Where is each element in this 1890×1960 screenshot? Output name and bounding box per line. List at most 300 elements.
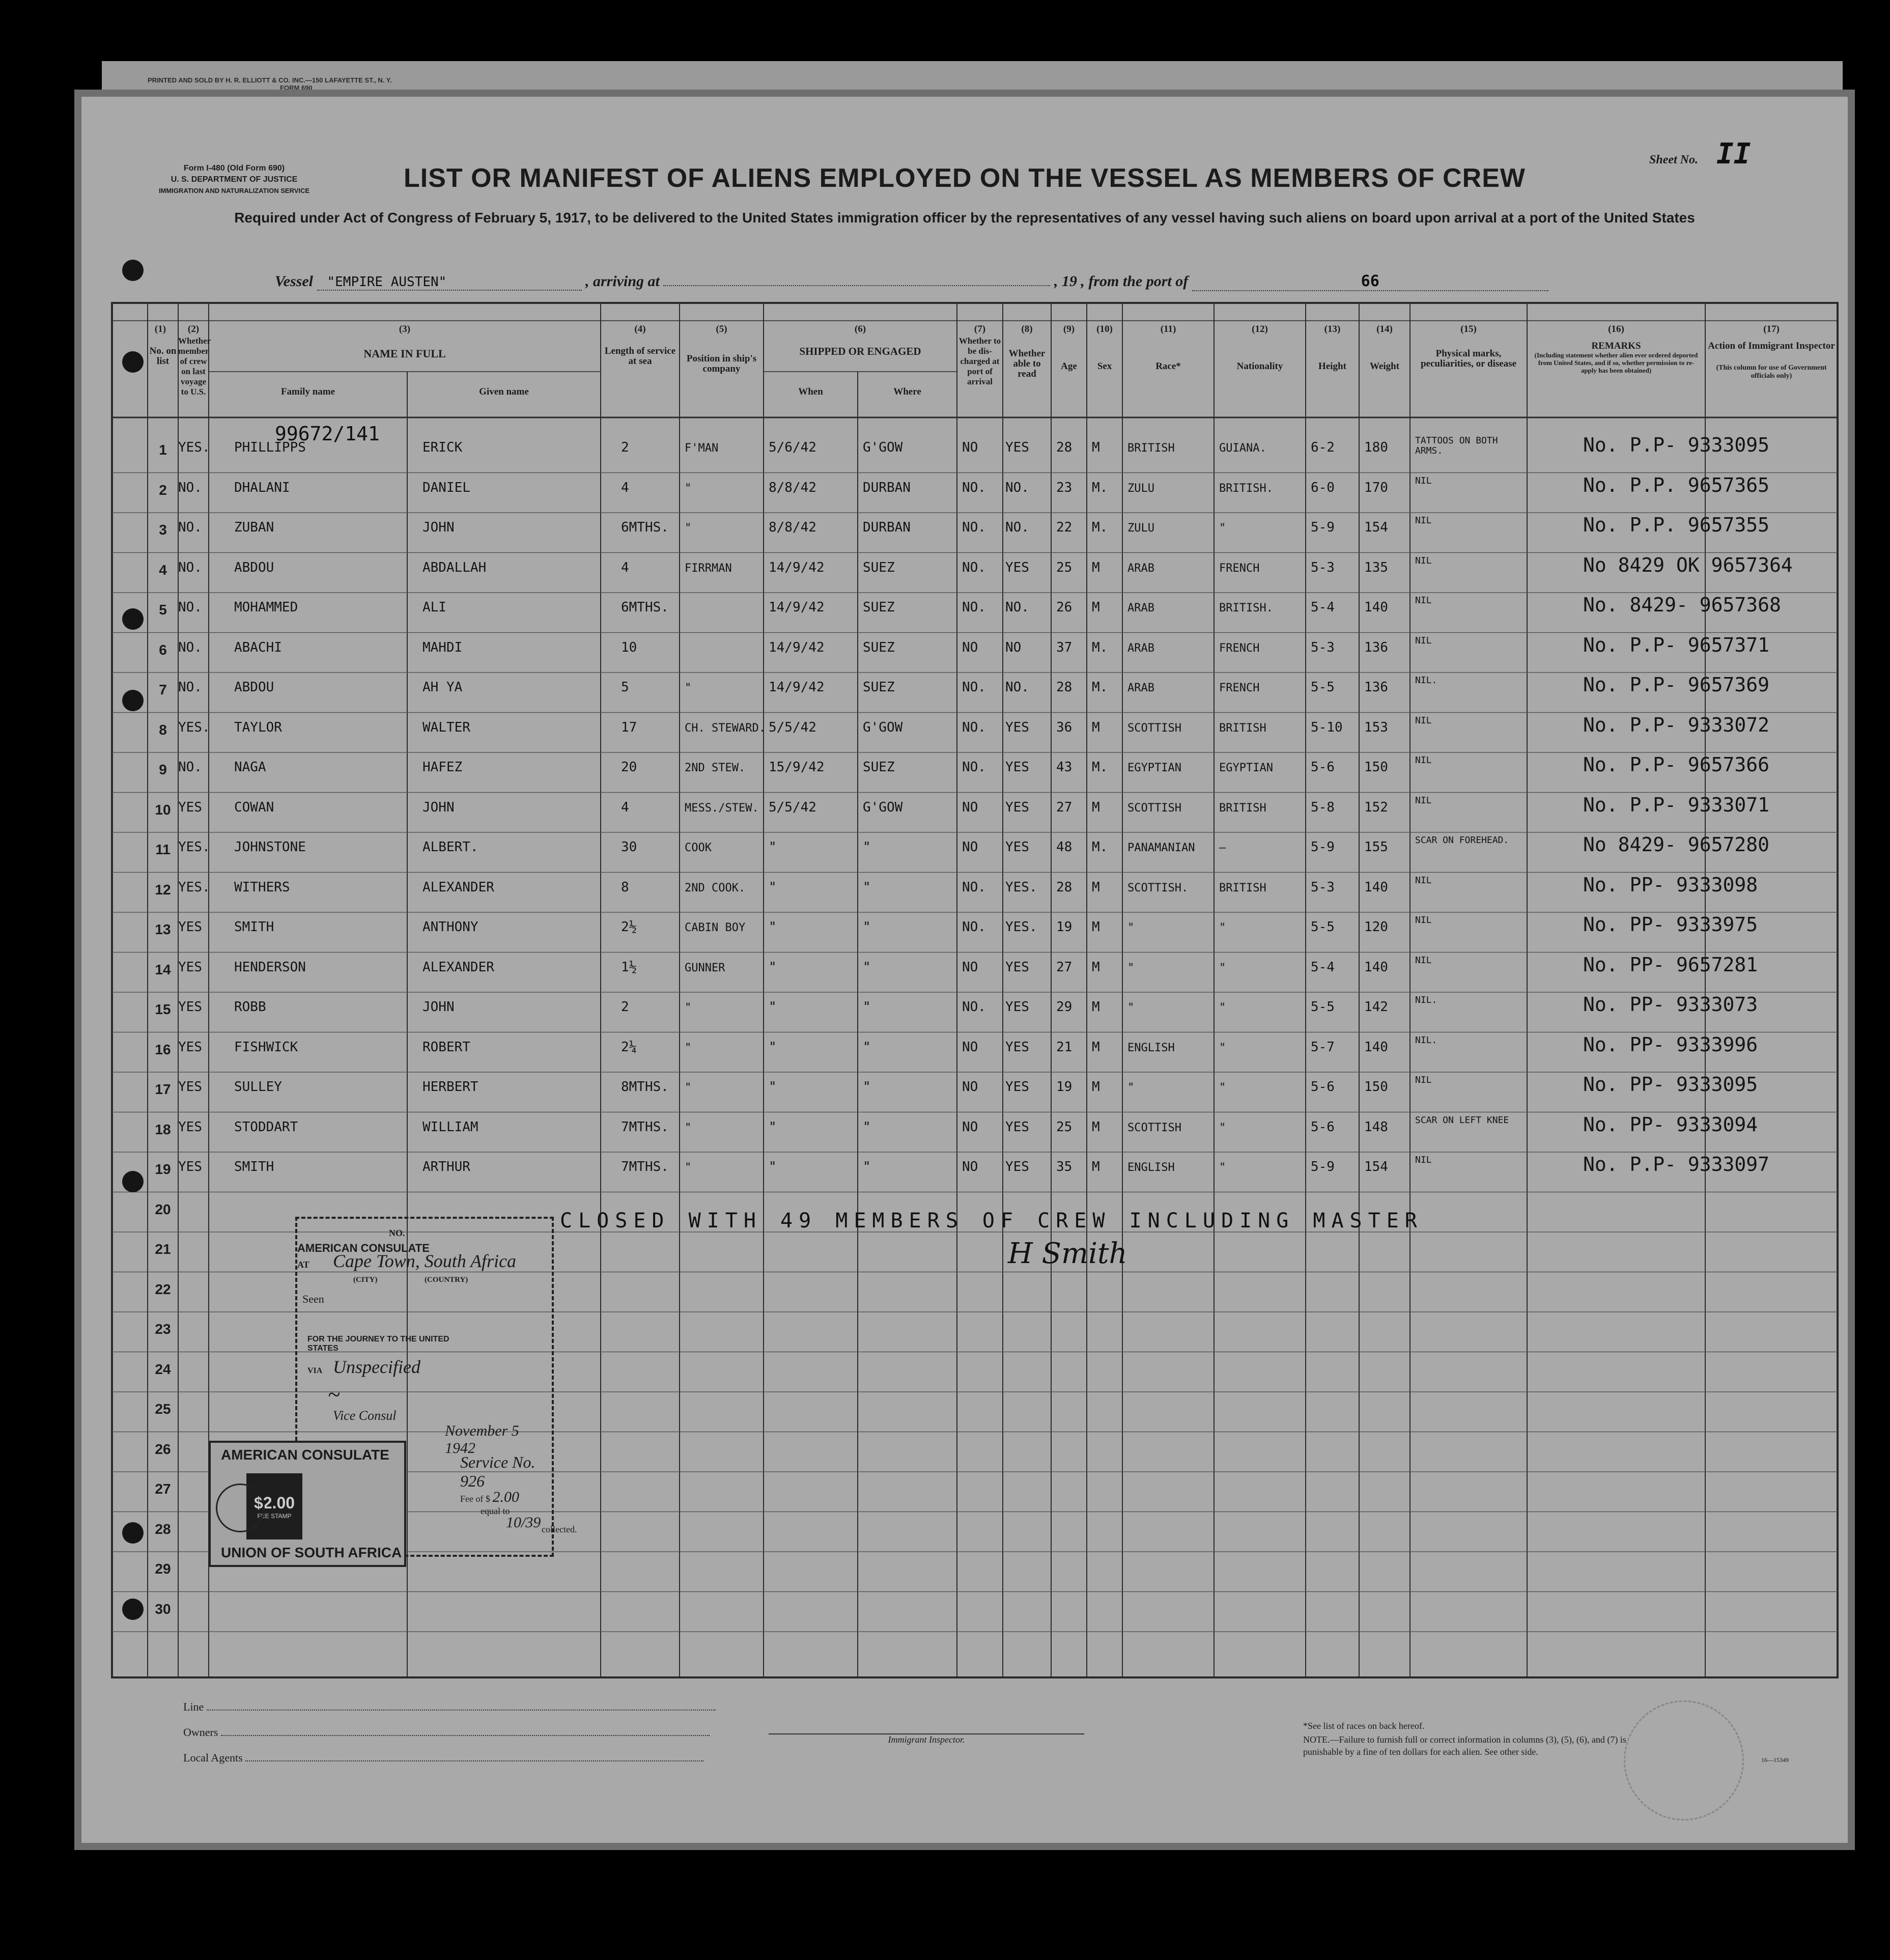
row-height: 6-0: [1311, 480, 1335, 495]
row-shipped-when: 14/9/42: [769, 639, 825, 655]
row-weight: 148: [1364, 1119, 1388, 1135]
row-shipped-when: ": [769, 839, 777, 855]
row-family-name: JOHNSTONE: [234, 839, 306, 855]
row-shipped-when: ": [769, 919, 777, 935]
stamp-via-label: VIA: [307, 1366, 323, 1375]
row-shipped-when: 5/6/42: [769, 440, 816, 455]
row-race: ": [1127, 1081, 1135, 1094]
binder-hole-icon: [122, 690, 144, 711]
row-remarks: No. P.P. 9657355: [1583, 514, 1770, 536]
row-number: 4: [159, 562, 167, 578]
row-height: 5-3: [1311, 879, 1335, 895]
stamp-city: Cape Town, South Africa: [333, 1251, 517, 1271]
row-nationality: BRITISH: [1219, 721, 1266, 735]
row-length-of-service: 8MTHS.: [621, 1079, 669, 1095]
header-position: Position in ship's company: [686, 353, 757, 374]
year-label: , 19: [1054, 273, 1077, 290]
row-age: 26: [1056, 600, 1073, 615]
row-nationality: BRITISH: [1219, 881, 1266, 894]
row-shipped-when: 8/8/42: [769, 480, 816, 495]
row-number: 9: [159, 762, 167, 777]
row-family-name: TAYLOR: [234, 719, 282, 735]
row-number: 2: [159, 482, 167, 498]
footer-line: [183, 1700, 716, 1714]
row-height: 5-7: [1311, 1039, 1335, 1055]
header-family-name: Family name: [280, 386, 335, 397]
row-length-of-service: 8: [621, 879, 629, 895]
row-shipped-when: 14/9/42: [769, 559, 825, 575]
row-length-of-service: 6MTHS.: [621, 600, 669, 615]
arriving-label: , arriving at: [585, 273, 660, 290]
row-sex: M.: [1092, 680, 1108, 695]
row-given-name: JOHN: [422, 799, 455, 815]
row-given-name: HAFEZ: [422, 760, 463, 775]
row-last-voyage: YES.: [178, 839, 210, 855]
row-family-name: SMITH: [234, 919, 274, 935]
row-last-voyage: YES: [178, 799, 202, 815]
row-shipped-where: ": [863, 1079, 871, 1095]
row-discharged: NO: [962, 639, 978, 655]
row-able-to-read: YES: [1005, 1119, 1029, 1135]
row-position: ": [685, 1041, 692, 1054]
row-discharged: NO.: [962, 520, 986, 535]
row-number: 26: [155, 1441, 171, 1457]
row-given-name: ALBERT.: [422, 839, 478, 855]
row-given-name: JOHN: [422, 520, 455, 535]
header-no-on-list: No. on list: [149, 346, 177, 367]
row-last-voyage: YES: [178, 959, 202, 975]
row-nationality: BRITISH.: [1219, 482, 1273, 495]
row-shipped-when: 5/5/42: [769, 719, 816, 735]
department: U. S. DEPARTMENT OF JUSTICE: [171, 175, 298, 184]
row-number: 17: [155, 1081, 171, 1097]
row-race: ENGLISH: [1127, 1041, 1175, 1054]
row-shipped-where: SUEZ: [863, 680, 895, 695]
row-able-to-read: YES: [1005, 839, 1029, 855]
row-discharged: NO: [962, 1079, 978, 1095]
row-age: 21: [1056, 1039, 1073, 1055]
row-last-voyage: YES: [178, 1079, 202, 1095]
footer-owners: [183, 1726, 710, 1739]
row-family-name: SMITH: [234, 1159, 274, 1174]
row-last-voyage: YES: [178, 999, 202, 1015]
printer-imprint-line: FORM 690: [280, 84, 313, 92]
stamp-vice-consul: Vice Consul: [333, 1408, 397, 1423]
row-position: FIRRMAN: [685, 562, 732, 575]
service: IMMIGRATION AND NATURALIZATION SERVICE: [158, 187, 310, 194]
row-last-voyage: YES: [178, 1039, 202, 1055]
row-race: SCOTTISH: [1127, 801, 1181, 815]
row-shipped-when: 14/9/42: [769, 600, 825, 615]
row-sex: M: [1092, 1159, 1100, 1174]
row-weight: 170: [1364, 480, 1388, 495]
row-race: BRITISH: [1127, 442, 1175, 455]
row-able-to-read: NO.: [1005, 520, 1029, 535]
row-family-name: PHILLIPPS: [234, 440, 306, 455]
stamp-service-no: Service No. 926: [460, 1453, 535, 1490]
row-discharged: NO.: [962, 879, 986, 895]
row-given-name: ALEXANDER: [422, 879, 494, 895]
row-physical-marks: NIL: [1415, 595, 1432, 606]
row-length-of-service: 1½: [621, 959, 637, 975]
row-age: 35: [1056, 1159, 1073, 1174]
row-shipped-when: 15/9/42: [769, 760, 825, 775]
row-discharged: NO: [962, 799, 978, 815]
row-family-name: ABDOU: [234, 680, 274, 695]
row-race: ": [1127, 1001, 1135, 1014]
file-annotation: 99672/141: [275, 423, 380, 445]
col-num: (8): [1021, 324, 1033, 334]
row-weight: 154: [1364, 1159, 1388, 1174]
fee-stamp-value: $2.00: [253, 1494, 295, 1512]
seal-eagle-icon: [216, 1483, 265, 1532]
row-physical-marks: NIL: [1415, 955, 1432, 966]
row-nationality: ": [1219, 921, 1226, 934]
row-able-to-read: YES.: [1005, 919, 1037, 935]
stamp-no-label: NO.: [389, 1228, 405, 1238]
row-age: 22: [1056, 520, 1073, 535]
row-shipped-when: ": [769, 1079, 777, 1095]
row-age: 28: [1056, 440, 1073, 455]
row-able-to-read: YES: [1005, 760, 1029, 775]
stamp-seen: Seen: [302, 1293, 324, 1305]
row-height: 5-10: [1311, 719, 1343, 735]
row-length-of-service: 5: [621, 680, 629, 695]
row-last-voyage: YES: [178, 919, 202, 935]
row-height: 6-2: [1311, 440, 1335, 455]
consulate-seal: [209, 1441, 406, 1567]
row-length-of-service: 10: [621, 639, 637, 655]
row-given-name: ARTHUR: [422, 1159, 470, 1174]
row-height: 5-5: [1311, 999, 1335, 1015]
stamp-heading: AMERICAN CONSULATE: [297, 1242, 430, 1254]
printer-imprint: [148, 76, 392, 92]
row-physical-marks: NIL: [1415, 475, 1432, 486]
row-position: F'MAN: [685, 442, 719, 455]
col-num: (13): [1324, 324, 1341, 334]
row-sex: M.: [1092, 839, 1108, 855]
row-physical-marks: NIL: [1415, 635, 1432, 646]
row-race: ARAB: [1127, 562, 1154, 575]
row-physical-marks: NIL: [1415, 1155, 1432, 1165]
row-shipped-when: ": [769, 879, 777, 895]
from-port-value: 66: [1192, 272, 1548, 291]
row-shipped-where: G'GOW: [863, 719, 903, 735]
row-weight: 180: [1364, 440, 1388, 455]
row-physical-marks: NIL.: [1415, 995, 1437, 1005]
row-remarks: No 8429 OK 9657364: [1583, 553, 1793, 576]
row-age: 29: [1056, 999, 1073, 1015]
row-shipped-where: SUEZ: [863, 639, 895, 655]
row-remarks: No. P.P- 9657371: [1583, 633, 1770, 656]
row-last-voyage: YES.: [178, 879, 210, 895]
header-inspector-note: (This column for use of Government officials only): [1716, 364, 1827, 380]
col-num: (1): [154, 324, 166, 334]
binder-hole-icon: [122, 260, 144, 281]
row-shipped-where: G'GOW: [863, 799, 903, 815]
row-length-of-service: 7MTHS.: [621, 1119, 669, 1135]
row-last-voyage: NO.: [178, 520, 202, 535]
row-able-to-read: NO.: [1005, 680, 1029, 695]
fee-stamp-text: FEE STAMP: [257, 1513, 292, 1520]
row-shipped-when: ": [769, 1159, 777, 1174]
vessel-label: Vessel: [275, 273, 313, 290]
row-physical-marks: NIL: [1415, 1075, 1432, 1085]
row-shipped-where: SUEZ: [863, 760, 895, 775]
header-height: Height: [1318, 361, 1346, 372]
row-able-to-read: YES: [1005, 440, 1029, 455]
row-age: 43: [1056, 760, 1073, 775]
row-number: 16: [155, 1041, 171, 1057]
binder-hole-icon: [122, 351, 144, 373]
row-age: 19: [1056, 1079, 1073, 1095]
row-position: ": [685, 1121, 692, 1134]
row-family-name: WITHERS: [234, 879, 290, 895]
binder-hole-icon: [122, 1522, 144, 1544]
row-number: 29: [155, 1561, 171, 1577]
row-position: COOK: [685, 842, 712, 854]
row-family-name: COWAN: [234, 799, 274, 815]
row-remarks: No. PP- 9333094: [1583, 1113, 1758, 1136]
header-name-in-full: NAME IN FULL: [363, 347, 446, 360]
row-shipped-where: ": [863, 919, 871, 935]
row-discharged: NO: [962, 1159, 978, 1174]
row-physical-marks: NIL.: [1415, 675, 1437, 686]
row-number: 22: [155, 1281, 171, 1297]
row-discharged: NO: [962, 1039, 978, 1055]
stamp-journey: FOR THE JOURNEY TO THE UNITED STATES: [307, 1335, 449, 1353]
row-height: 5-5: [1311, 919, 1335, 935]
row-nationality: —: [1219, 842, 1226, 854]
row-shipped-where: DURBAN: [863, 480, 911, 495]
penalty-note: NOTE.—Failure to furnish full or correct information in columns (3), (5), (6), and (7) is punishable by a fine of ten dollars for each alien. See other side.: [1303, 1734, 1626, 1757]
row-shipped-where: G'GOW: [863, 440, 903, 455]
row-age: 27: [1056, 959, 1073, 975]
row-shipped-where: ": [863, 879, 871, 895]
row-height: 5-9: [1311, 839, 1335, 855]
row-nationality: ": [1219, 1001, 1226, 1014]
row-remarks: No. P.P. 9657365: [1583, 473, 1770, 496]
row-position: MESS./STEW.: [685, 801, 759, 815]
row-number: 18: [155, 1121, 171, 1137]
row-number: 21: [155, 1241, 171, 1257]
row-discharged: NO.: [962, 680, 986, 695]
row-given-name: ALEXANDER: [422, 959, 494, 975]
row-race: SCOTTISH.: [1127, 881, 1189, 894]
row-given-name: WILLIAM: [422, 1119, 478, 1135]
stamp-at-label: AT: [297, 1259, 309, 1270]
row-sex: M: [1092, 1119, 1100, 1135]
row-sex: M: [1092, 919, 1100, 935]
row-nationality: EGYPTIAN: [1219, 762, 1273, 774]
row-number: 1: [159, 442, 167, 458]
row-nationality: FRENCH: [1219, 641, 1260, 655]
footer-agents: [183, 1751, 703, 1765]
row-race: ZULU: [1127, 482, 1154, 495]
row-height: 5-6: [1311, 1119, 1335, 1135]
row-remarks: No. PP- 9657281: [1583, 953, 1758, 976]
row-weight: 120: [1364, 919, 1388, 935]
row-nationality: ": [1219, 1161, 1226, 1174]
seal-top-text: AMERICAN CONSULATE: [221, 1447, 389, 1463]
row-able-to-read: NO.: [1005, 480, 1029, 495]
col-num: (17): [1763, 324, 1780, 334]
row-given-name: ANTHONY: [422, 919, 478, 935]
col-num: (3): [399, 324, 411, 334]
row-shipped-where: ": [863, 1119, 871, 1135]
row-able-to-read: YES: [1005, 1079, 1029, 1095]
row-shipped-when: 14/9/42: [769, 680, 825, 695]
row-remarks: No. P.P- 9333097: [1583, 1153, 1770, 1175]
row-weight: 150: [1364, 760, 1388, 775]
row-sex: M: [1092, 879, 1100, 895]
row-weight: 153: [1364, 719, 1388, 735]
row-able-to-read: YES: [1005, 1159, 1029, 1174]
header-physical-marks: Physical marks, peculiarities, or disease: [1420, 348, 1517, 369]
row-family-name: SULLEY: [234, 1079, 282, 1095]
row-length-of-service: 2¼: [621, 1039, 637, 1055]
row-race: ARAB: [1127, 602, 1154, 614]
inspector-signature-line: Immigrant Inspector.: [769, 1733, 1084, 1745]
row-position: CH. STEWARD.: [685, 721, 766, 735]
row-physical-marks: NIL: [1415, 915, 1432, 926]
row-family-name: ABACHI: [234, 639, 282, 655]
form-number: Form I-480 (Old Form 690): [183, 164, 285, 173]
binder-hole-icon: [122, 1171, 144, 1192]
row-able-to-read: YES: [1005, 719, 1029, 735]
row-race: ": [1127, 921, 1135, 934]
row-height: 5-9: [1311, 1159, 1335, 1174]
header-weight: Weight: [1369, 361, 1400, 372]
row-physical-marks: NIL: [1415, 755, 1432, 766]
row-remarks: No. PP- 9333098: [1583, 873, 1758, 896]
row-height: 5-3: [1311, 559, 1335, 575]
row-sex: M.: [1092, 480, 1108, 495]
page-title: LIST OR MANIFEST OF ALIENS EMPLOYED ON THE VESSEL AS MEMBERS OF CREW: [404, 163, 1526, 193]
row-number: 6: [159, 641, 167, 658]
row-remarks: No. P.P- 9333071: [1583, 793, 1770, 816]
row-weight: 142: [1364, 999, 1388, 1015]
col-num: (9): [1063, 324, 1075, 334]
header-when: When: [798, 386, 823, 397]
row-sex: M.: [1092, 760, 1108, 775]
row-given-name: WALTER: [422, 719, 470, 735]
row-height: 5-4: [1311, 959, 1335, 975]
row-last-voyage: YES: [178, 1119, 202, 1135]
header-last-voyage: Whether member of crew on last voyage to U.S.: [178, 336, 211, 397]
row-discharged: NO.: [962, 719, 986, 735]
col-num: (14): [1376, 324, 1393, 334]
consulate-stamp: NO. AMERICAN CONSULATE AT Cape Town, South Africa (CITY) (COUNTRY) Seen FOR THE JOURNEY TO THE UNITED STATES VIA Unspecified ~ Vice Consul November 5 1942 Service No. 926 Fee of $ 2.00 equal to 10/39 collected.: [295, 1217, 554, 1557]
row-discharged: NO.: [962, 999, 986, 1015]
row-length-of-service: 4: [621, 480, 629, 495]
footer-owners-label: Owners: [183, 1726, 218, 1739]
row-able-to-read: NO: [1005, 639, 1022, 655]
printer-imprint-line: PRINTED AND SOLD BY H. R. ELLIOTT & CO. INC.—150 LAFAYETTE ST., N. Y.: [148, 76, 392, 84]
sheet-value: II: [1716, 137, 1751, 171]
row-physical-marks: NIL: [1415, 795, 1432, 806]
row-length-of-service: 7MTHS.: [621, 1159, 669, 1174]
row-length-of-service: 17: [621, 719, 637, 735]
header-remarks-note: (Including statement whether alien ever ordered deported from United States, and if so, whether permission to re-apply has been obtained): [1534, 351, 1698, 374]
row-number: 25: [155, 1401, 171, 1417]
manifest-sheet: [81, 97, 1848, 1843]
row-weight: 140: [1364, 959, 1388, 975]
row-physical-marks: NIL: [1415, 715, 1432, 726]
header-where: Where: [893, 386, 921, 397]
row-given-name: AH YA: [422, 680, 463, 695]
row-position: ": [685, 1081, 692, 1094]
row-remarks: No 8429- 9657280: [1583, 833, 1770, 856]
row-length-of-service: 2: [621, 440, 629, 455]
row-weight: 140: [1364, 879, 1388, 895]
row-discharged: NO.: [962, 919, 986, 935]
row-given-name: DANIEL: [422, 480, 470, 495]
row-number: 30: [155, 1601, 171, 1617]
row-position: GUNNER: [685, 961, 725, 974]
row-number: 7: [159, 682, 167, 697]
row-position: 2ND STEW.: [685, 762, 746, 774]
row-given-name: MAHDI: [422, 639, 463, 655]
row-number: 27: [155, 1481, 171, 1497]
row-age: 28: [1056, 879, 1073, 895]
row-physical-marks: NIL: [1415, 555, 1432, 566]
row-remarks: No. PP- 9333095: [1583, 1073, 1758, 1096]
row-age: 23: [1056, 480, 1073, 495]
binder-hole-icon: [122, 608, 144, 630]
row-number: 13: [155, 921, 171, 937]
stamp-fee: [460, 1489, 552, 1517]
col-num: (10): [1096, 324, 1113, 334]
row-length-of-service: 30: [621, 839, 637, 855]
row-discharged: NO: [962, 839, 978, 855]
row-position: CABIN BOY: [685, 921, 746, 934]
row-shipped-when: ": [769, 1119, 777, 1135]
row-number: 10: [155, 801, 171, 818]
row-remarks: No. P.P- 9657369: [1583, 674, 1770, 696]
row-weight: 155: [1364, 839, 1388, 855]
row-race: SCOTTISH: [1127, 721, 1181, 735]
row-number: 12: [155, 881, 171, 898]
row-discharged: NO: [962, 1119, 978, 1135]
row-weight: 154: [1364, 520, 1388, 535]
header-inspector-action: Action of Immigrant Inspector: [1708, 341, 1835, 351]
footer-line-label: Line: [183, 1700, 204, 1713]
row-shipped-when: ": [769, 999, 777, 1015]
footer-agents-label: Local Agents: [183, 1751, 243, 1764]
row-discharged: NO.: [962, 600, 986, 615]
row-discharged: NO: [962, 440, 978, 455]
row-last-voyage: NO.: [178, 760, 202, 775]
row-family-name: HENDERSON: [234, 959, 306, 975]
row-race: ARAB: [1127, 682, 1154, 694]
stamp-date: November 5 1942: [445, 1422, 519, 1457]
row-given-name: ALI: [422, 600, 446, 615]
row-position: ": [685, 1161, 692, 1174]
row-weight: 136: [1364, 680, 1388, 695]
stamp-via-value: Unspecified: [333, 1357, 420, 1377]
stamp-country-label: (COUNTRY): [425, 1276, 468, 1284]
stamp-equal-to: equal to: [481, 1506, 510, 1516]
row-nationality: BRITISH: [1219, 801, 1266, 815]
row-family-name: DHALANI: [234, 480, 290, 495]
col-num: (5): [716, 324, 727, 334]
row-physical-marks: NIL: [1415, 515, 1432, 526]
stamp-city-label: (CITY): [353, 1276, 378, 1284]
row-able-to-read: YES: [1005, 559, 1029, 575]
row-number: 15: [155, 1001, 171, 1017]
row-height: 5-4: [1311, 600, 1335, 615]
